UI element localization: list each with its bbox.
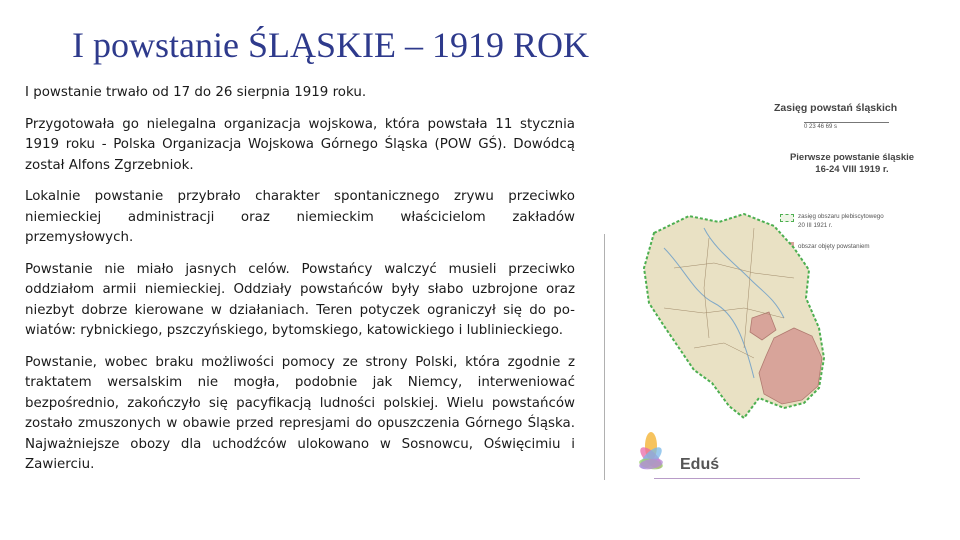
map-subtitle-line1: Pierwsze powstanie śląskie: [789, 152, 915, 163]
uprising-map: [604, 98, 914, 486]
legend-label-border-date: 20 III 1921 r.: [798, 222, 833, 229]
slide-body-text: [25, 83, 575, 487]
paragraph-3: Lokalnie powstanie przybrało charakter spontanicznego zrywu przeciwko niemieckiej administracji oraz niemieckim właścicielom zakładów przemysłowych.: [25, 189, 575, 245]
map-title: Zasięg powstań śląskich: [774, 102, 898, 114]
paragraph-1: I powstanie trwało od 17 do 26 sierpnia 1919 roku.: [25, 85, 367, 100]
logo-underline: [654, 478, 860, 479]
paragraph-4: Powstanie nie miało jasnych celów. Powstańcy walczyć musieli przeciwko oddziałom armii niemieckiej. Oddziały powstańców były słabo uzbrojone oraz niezbyt dobrze kierowane w działaniach. Teren potyczek ograniczył się do po-wiatów: rybnickiego, pszczyńskiego, bytomskiego, katowickiego i lublinieckiego.: [25, 261, 575, 338]
logo-text: Eduś: [680, 456, 720, 473]
paragraph-2: Przygotowała go nielegalna organizacja wojskowa, która powstała 11 stycznia 1919 roku - Polska Organizacja Wojskowa Górnego Śląska (POW GŚ). Dowódcą został Alfons Zgrzebniok.: [25, 116, 575, 173]
legend-label-uprising: obszar objęty powstaniem: [798, 243, 870, 250]
map-subtitle: [782, 152, 922, 176]
flower-logo-icon: [626, 428, 676, 488]
frame-line: [604, 234, 605, 480]
paragraph-5: Powstanie, wobec braku możliwości pomocy ze strony Polski, która zgodnie z traktatem wersalskim nie mogła, podobnie jak Niemcy, interweniować bezpośrednio, zakończyło się pacyfikacją ludności polskiej. Wielu powstańców zostało zmuszonych w obawie przed represjami do opuszczenia Górnego Śląska. Najważniejsze obozy dla uchodźców ulokowano w Sosnowcu, Oświęcimiu i Zawierciu.: [25, 354, 575, 472]
scale-labels: 0 23 46 69 s: [804, 124, 838, 130]
slide-title: I powstanie ŚLĄSKIE – 1919 ROK: [72, 25, 589, 65]
scale-bar: [804, 122, 889, 123]
legend-label-border: zasięg obszaru plebiscytowego: [798, 213, 884, 220]
map-drawing: [634, 208, 834, 458]
map-subtitle-line2: 16-24 VIII 1919 r.: [815, 164, 889, 175]
